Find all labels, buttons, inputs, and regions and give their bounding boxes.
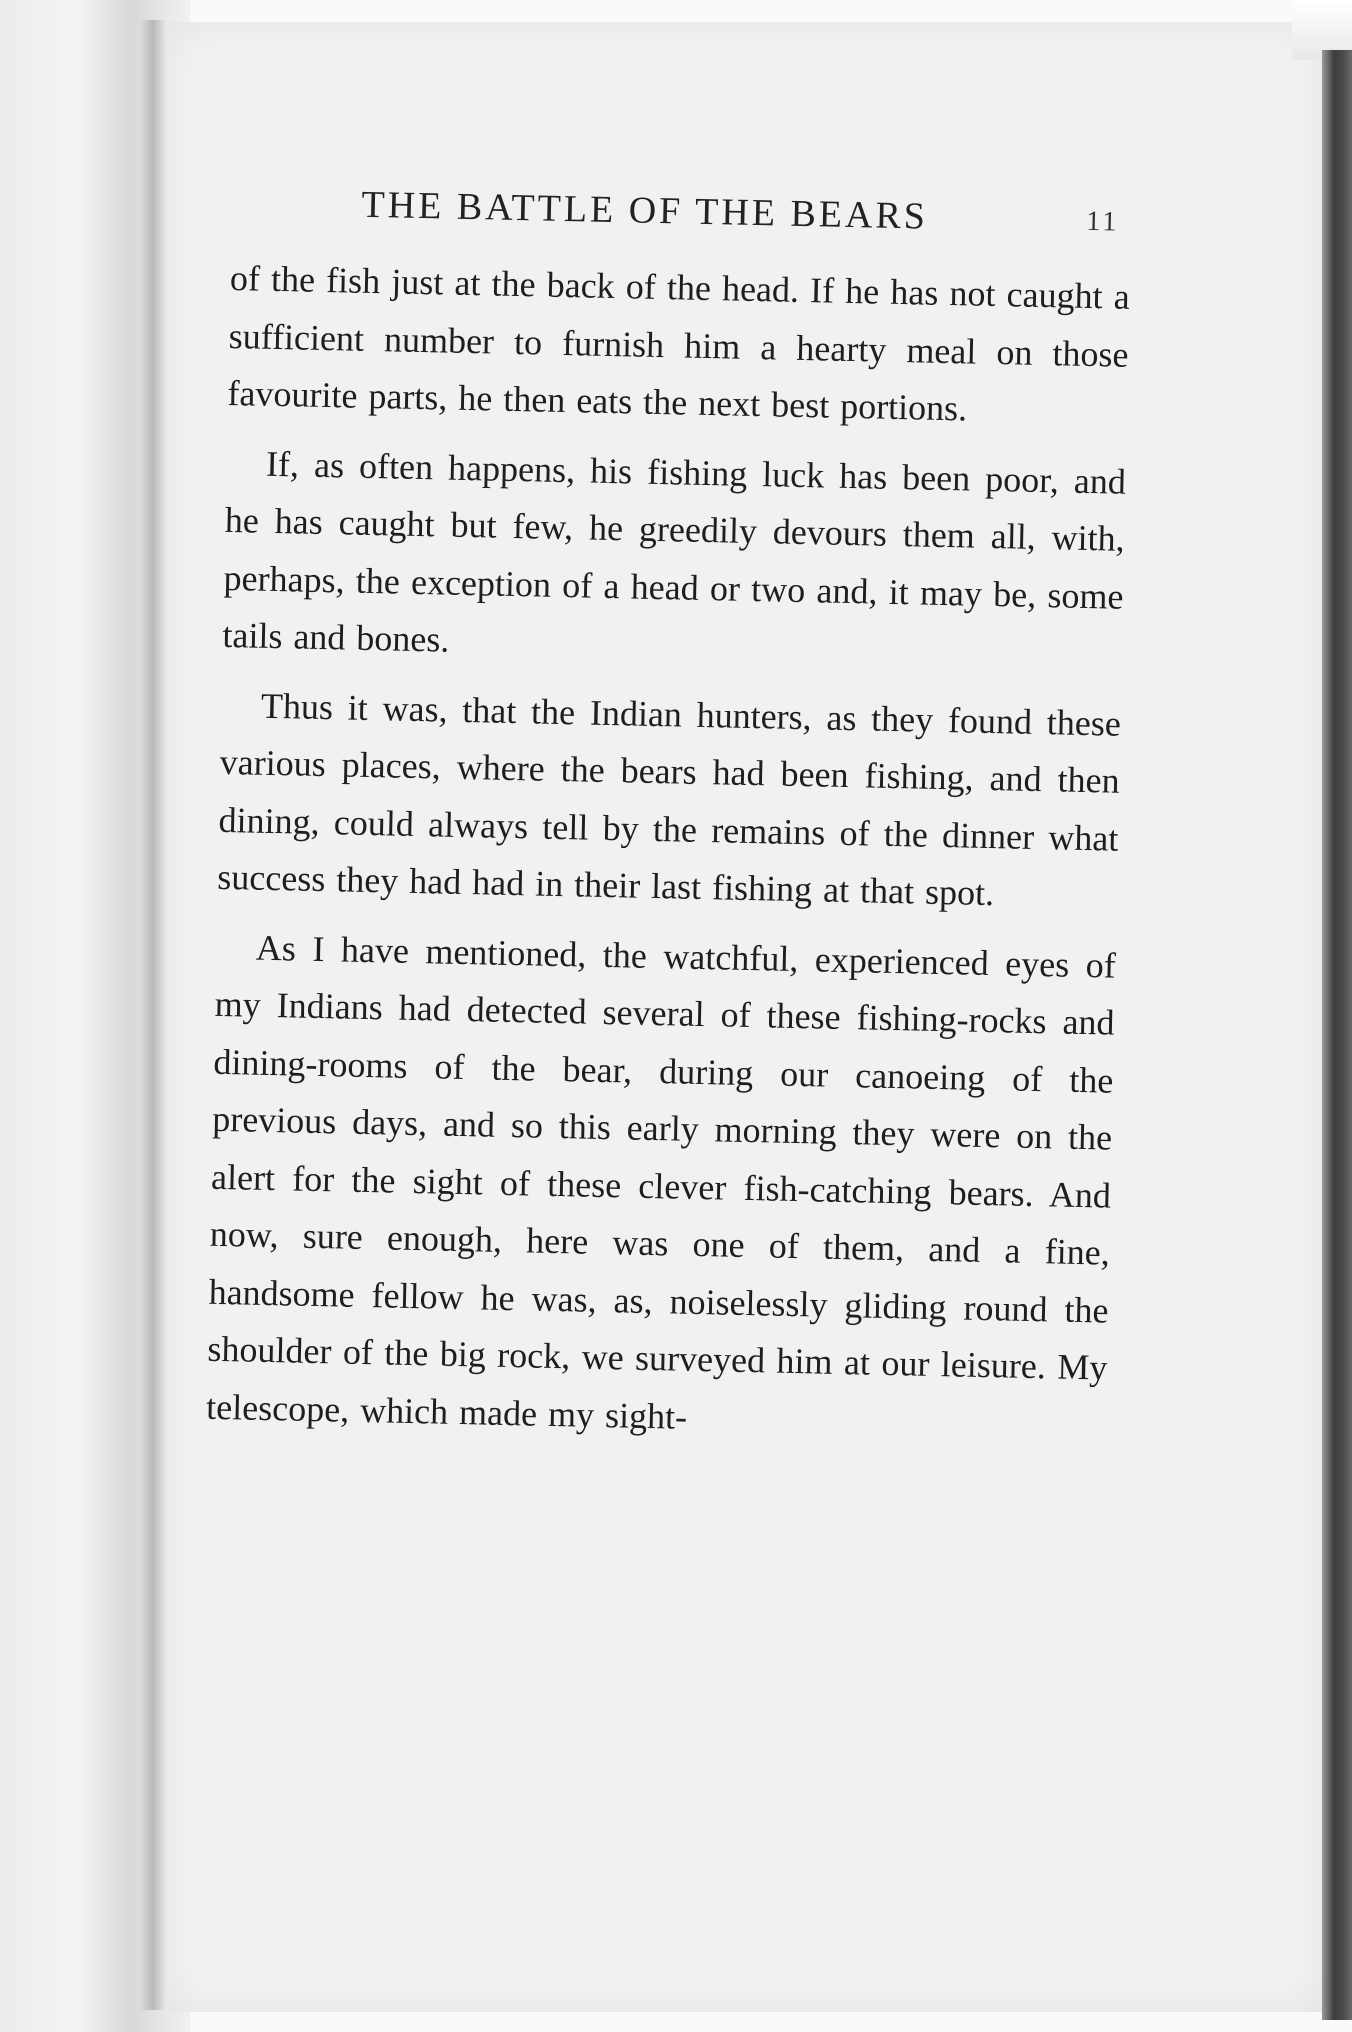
binding-shadow — [140, 20, 166, 2010]
book-edge — [1322, 50, 1352, 2020]
running-title: THE BATTLE OF THE BEARS — [361, 183, 929, 238]
paragraph-4: As I have mentioned, the watchful, experienced eyes of my Indians had detected several of these fishing-rocks and dining-rooms of the bear, during our canoeing of the previous days, and so this early morning they were on the alert for the sight of these clever fish-catching bears. And now, sure enough, here was one of them, and a fine, handsome fellow he was, as, noiselessly gliding round the shoulder of the big rock, we surveyed him at our leisure. My telescope, which made my sight- — [205, 927, 1117, 1437]
page-content — [205, 180, 1131, 1467]
paragraph-3: Thus it was, that the Indian hunters, as they found these various places, where the bears had been fishing, and then dining, could always tell by the remains of the dinner what success they had had in their last fishing at that spot. — [216, 685, 1122, 914]
page-number: 11 — [1085, 205, 1120, 238]
paragraph-1: of the fish just at the back of the head. If he has not caught a sufficient number to furnish him a hearty meal on those favourite parts, he then eats the next best portions. — [227, 257, 1131, 429]
paragraph-2: If, as often happens, his fishing luck has been poor, and he has caught but few, he greedily devours them all, with, perhaps, the exception of a head or two and, it may be, some tails and bones. — [222, 443, 1127, 660]
